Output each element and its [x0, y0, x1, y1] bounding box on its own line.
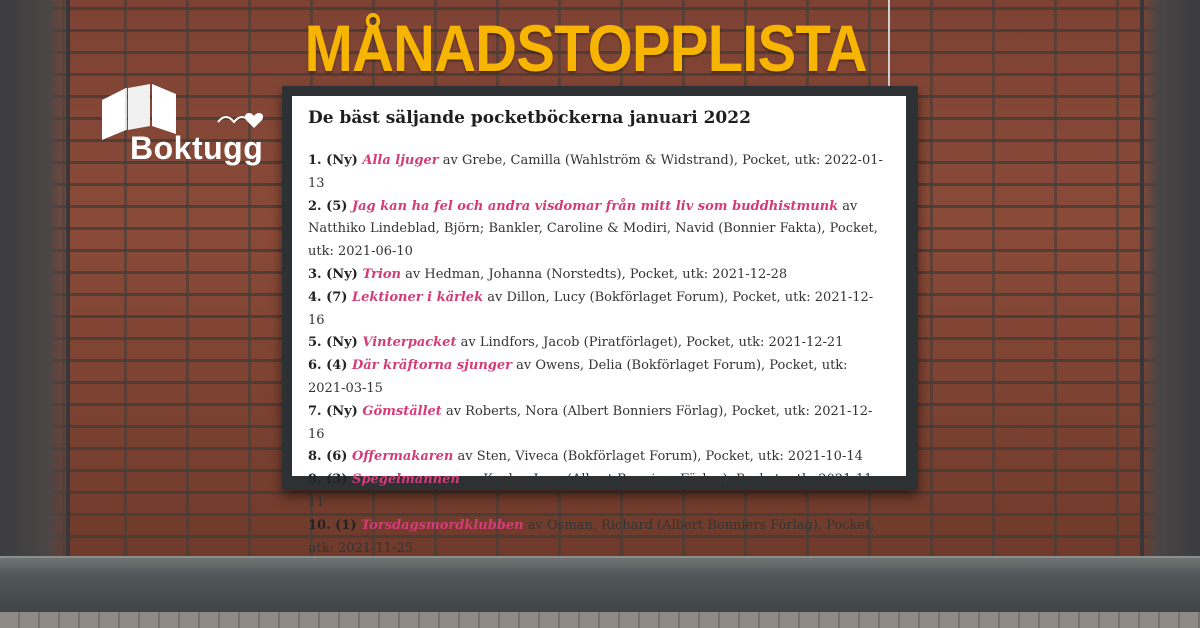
list-item-rank: 3. (Ny) [308, 266, 363, 282]
book-title-link[interactable]: Spegelmannen [351, 472, 460, 488]
list-item [308, 355, 888, 401]
list-item [308, 401, 888, 447]
list-item-details: av Sten, Viveca (Bokförlaget Forum), Pocket, utk: 2021-10-14 [453, 449, 863, 465]
list-item-details: av Kepler, Lars (Albert Bonniers Förlag), Pocket, utk: 2021-11-11 [308, 472, 877, 510]
list-item-details: av Owens, Delia (Bokförlaget Forum), Pocket, utk: 2021-03-15 [308, 358, 848, 396]
list-item-rank: 6. (4) [308, 358, 352, 374]
list-item-rank: 1. (Ny) [308, 153, 363, 168]
list-item-details: av Lindfors, Jacob (Piratförlaget), Pocket, utk: 2021-12-21 [456, 335, 844, 351]
book-title-link[interactable]: Gömstället [362, 403, 442, 419]
list-item-rank: 8. (6) [308, 449, 352, 465]
book-title-link[interactable]: Vinterpacket [362, 335, 457, 351]
list-item [308, 515, 888, 561]
list-item-rank: 2. (5) [308, 198, 352, 214]
book-title-link[interactable]: Lektioner i kärlek [351, 289, 484, 305]
billboard-wire [888, 0, 890, 86]
book-title-link[interactable]: Jag kan ha fel och andra visdomar från mitt liv som buddhistmunk [351, 198, 839, 214]
book-title-link[interactable]: Offermakaren [351, 449, 454, 465]
list-item-rank: 7. (Ny) [308, 403, 363, 419]
list-item-details: av Natthiko Lindeblad, Björn; Bankler, Caroline & Modiri, Navid (Bonnier Fakta), Pocket, utk: 2021-06-10 [308, 198, 878, 260]
list-item [308, 469, 888, 515]
bestseller-list [308, 150, 888, 560]
list-item [308, 287, 888, 333]
list-item-details: av Dillon, Lucy (Bokförlaget Forum), Pocket, utk: 2021-12-16 [308, 289, 874, 328]
list-title: De bäst säljande pocketböckerna januari 2022 [308, 108, 751, 128]
list-item [308, 446, 888, 469]
book-title-link[interactable]: Alla ljuger [362, 153, 439, 168]
wall-edge-right [1140, 0, 1200, 560]
book-title-link[interactable]: Trion [362, 266, 402, 282]
list-item-details: av Grebe, Camilla (Wahlström & Widstrand), Pocket, utk: 2022-01-13 [308, 153, 883, 191]
list-item-details: av Hedman, Johanna (Norstedts), Pocket, utk: 2021-12-28 [401, 266, 788, 282]
billboard-panel [292, 96, 906, 556]
book-title-link[interactable]: Där kräftorna sjunger [351, 358, 512, 374]
list-item [308, 196, 888, 264]
book-title-link[interactable]: Torsdagsmordklubben [361, 517, 524, 533]
headline: MÅNADSTOPPLISTA [304, 11, 867, 85]
list-item-rank: 10. (1) [308, 517, 362, 533]
list-item [308, 150, 888, 196]
boktugg-logo[interactable] [98, 82, 274, 172]
list-item-details: av Roberts, Nora (Albert Bonniers Förlag), Pocket, utk: 2021-12-16 [308, 403, 873, 442]
wall-edge-left [0, 0, 70, 560]
stone-plinth [0, 556, 1200, 614]
list-item-rank: 4. (7) [308, 289, 352, 305]
list-item [308, 264, 888, 287]
pillar-divider [66, 0, 70, 560]
pavement [0, 612, 1200, 628]
list-item-details: av Osman, Richard (Albert Bonniers Förlag), Pocket, utk: 2021-11-25 [308, 517, 875, 556]
list-item-rank: 9. (3) [308, 472, 352, 488]
list-item-rank: 5. (Ny) [308, 335, 363, 351]
list-item [308, 332, 888, 355]
logo-text: Boktugg [130, 130, 264, 166]
pillar-divider [1140, 0, 1144, 560]
